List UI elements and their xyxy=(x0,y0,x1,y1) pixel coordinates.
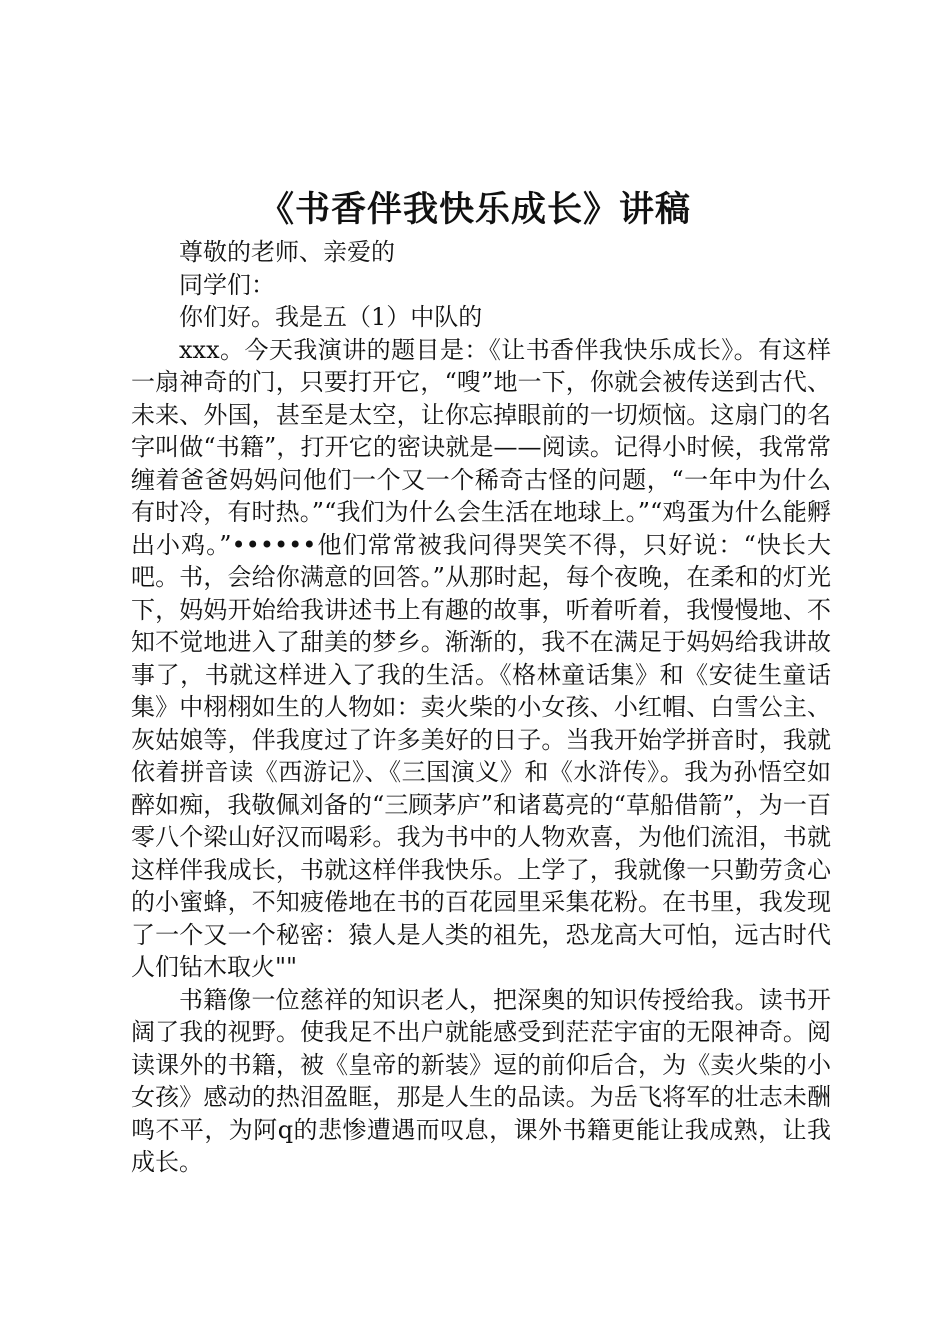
document-title: 《书香伴我快乐成长》讲稿 xyxy=(258,190,691,230)
closing-paragraph: 书籍像一位慈祥的知识老人，把深奥的知识传授给我。读书开阔了我的视野。使我足不出户就能感受到茫茫宇宙的无限神奇。阅读课外的书籍，被《皇帝的新装》逗的前仰后合，为《卖火柴的小女孩》感动的热泪盈眶，那是人生的品读。为岳飞将军的壮志未酬鸣不平，为阿q的悲惨遭遇而叹息，课外书籍更能让我成熟，让我成长。 xyxy=(131,985,831,1176)
greeting-line-3: 你们好。我是五（1）中队的 xyxy=(179,303,483,331)
document-body xyxy=(131,236,831,1179)
main-paragraph: xxx。今天我演讲的题目是：《让书香伴我快乐成长》。有这样一扇神奇的门，只要打开它，“嗖”地一下，你就会被传送到古代、未来、外国，甚至是太空，让你忘掉眼前的一切烦恼。这扇门的名字叫做“书籍”，打开它的密诀就是——阅读。记得小时候，我常常缠着爸爸妈妈问他们一个又一个稀奇古怪的问题，“一年中为什么有时冷，有时热。”“我们为什么会生活在地球上。”“鸡蛋为什么能孵出小鸡。”••••••他们常常被我问得哭笑不得，只好说：“快长大吧。书，会给你满意的回答。”从那时起，每个夜晚，在柔和的灯光下，妈妈开始给我讲述书上有趣的故事，听着听着，我慢慢地、不知不觉地进入了甜美的梦乡。渐渐的，我不在满足于妈妈给我讲故事了，书就这样进入了我的生活。《格林童话集》和《安徒生童话集》中栩栩如生的人物如：卖火柴的小女孩、小红帽、白雪公主、灰姑娘等，伴我度过了许多美好的日子。当我开始学拼音时，我就依着拼音读《西游记》、《三国演义》和《水浒传》。我为孙悟空如醉如痴，我敬佩刘备的“三顾茅庐”和诸葛亮的“草船借箭”，为一百零八个梁山好汉而喝彩。我为书中的人物欢喜，为他们流泪，书就这样伴我成长，书就这样伴我快乐。上学了，我就像一只勤劳贪心的小蜜蜂，不知疲倦地在书的百花园里采集花粉。在书里，我发现了一个又一个秘密：猿人是人类的祖先，恐龙高大可怕，远古时代人们钻木取火"" xyxy=(131,335,831,981)
greeting-line-2: 同学们： xyxy=(179,270,275,299)
greeting-line-1: 尊敬的老师、亲爱的 xyxy=(179,238,395,266)
